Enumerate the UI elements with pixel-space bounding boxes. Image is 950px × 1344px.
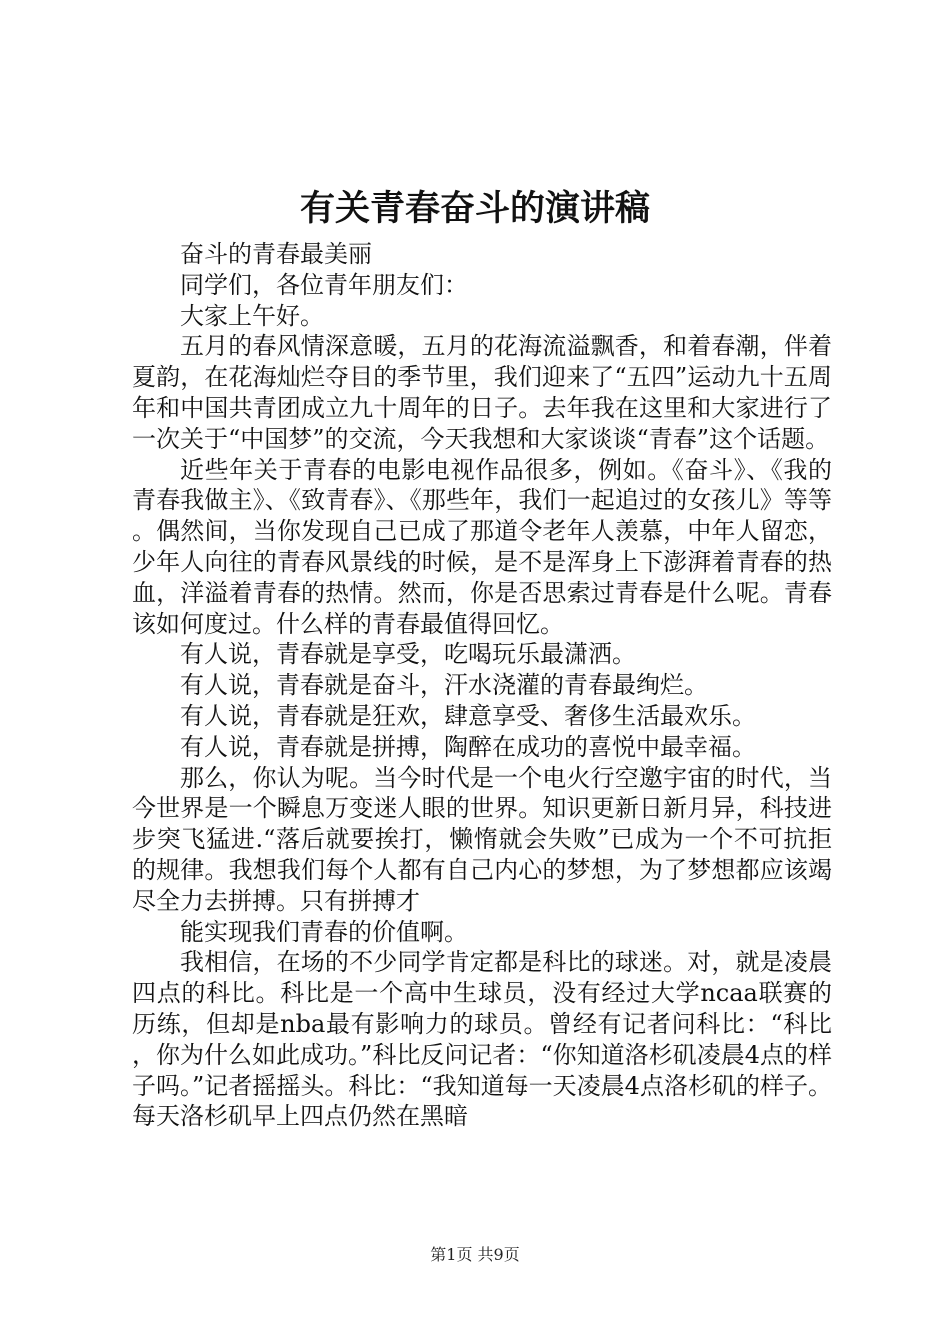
document-body [132,239,832,1132]
paragraph-youth-striving: 有人说，青春就是拼搏，陶醉在成功的喜悦中最幸福。 [180,732,756,761]
paragraph-kobe: 我相信，在场的不少同学肯定都是科比的球迷。对，就是凌晨四点的科比。科比是一个高中生球员，没有经过大学ncaa联赛的历练，但却是nba最有影响力的球员。曾经有记者问科比：“科比，你为什么如此成功。”科比反问记者：“你知道洛杉矶凌晨4点的样子吗。”记者摇摇头。科比：“我知道每一天凌晨4点洛杉矶的样子。每天洛杉矶早上四点仍然在黑暗 [132,948,832,1131]
paragraph-youth-films: 近些年关于青春的电影电视作品很多，例如。《奋斗》、《我的青春我做主》、《致青春》、《那些年，我们一起追过的女孩儿》等等。偶然间，当你发现自己已成了那道令老年人羡慕，中年人留恋，少年人向往的青春风景线的时候，是不是浑身上下澎湃着青春的热血，洋溢着青春的热情。然而，你是否思索过青春是什么呢。青春该如何度过。什么样的青春最值得回忆。 [132,455,832,638]
paragraph-youth-enjoyment: 有人说，青春就是享受，吃喝玩乐最潇洒。 [180,640,636,669]
paragraph-value: 能实现我们青春的价值啊。 [180,917,468,946]
paragraph-may-fourth: 五月的春风情深意暖，五月的花海流溢飘香，和着春潮，伴着夏韵，在花海灿烂夺目的季节里，我们迎来了“五四”运动九十五周年和中国共青团成立九十周年的日子。去年我在这里和大家进行了一次关于“中国梦”的交流，今天我想和大家谈谈“青春”这个话题。 [132,332,832,453]
paragraph-youth-carnival: 有人说，青春就是狂欢，肆意享受、奢侈生活最欢乐。 [180,701,756,730]
paragraph-salutation: 同学们，各位青年朋友们： [180,270,468,299]
paragraph-era: 那么，你认为呢。当今时代是一个电火行空邀宇宙的时代，当今世界是一个瞬息万变迷人眼的世界。知识更新日新月异，科技进步突飞猛进.“落后就要挨打，懒惰就会失败”已成为一个不可抗拒的规律。我想我们每个人都有自己内心的梦想，为了梦想都应该竭尽全力去拼搏。只有拼搏才 [132,763,832,915]
paragraph-speech-subtitle: 奋斗的青春最美丽 [180,240,372,268]
page-number-footer: 第1页 共9页 [430,1245,520,1264]
paragraph-youth-struggle: 有人说，青春就是奋斗，汗水浇灌的青春最绚烂。 [180,671,708,700]
document-title: 有关青春奋斗的演讲稿 [299,188,650,229]
paragraph-greeting: 大家上午好。 [180,301,324,330]
